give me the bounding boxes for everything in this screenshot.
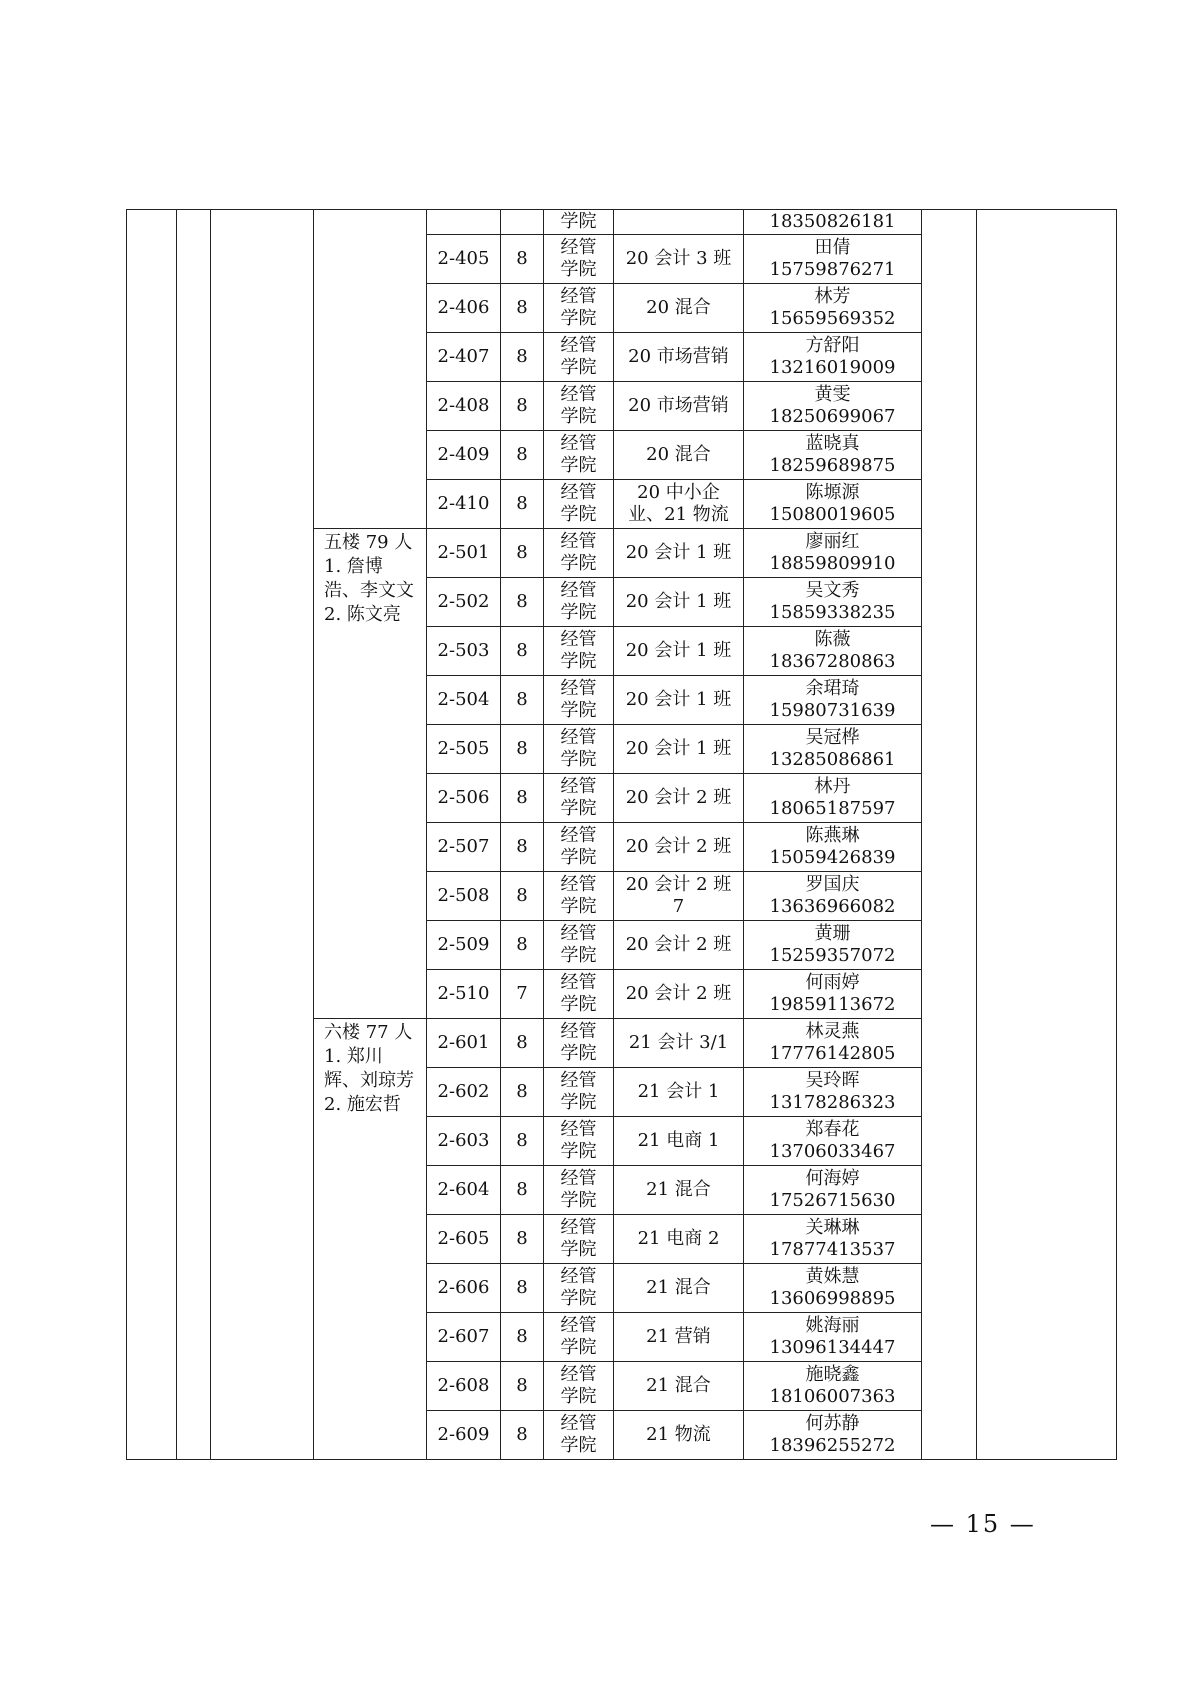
occupant-count: 8 (501, 823, 544, 872)
contact-cell (744, 823, 922, 872)
blank-col-1 (127, 210, 177, 1460)
floor-cell (314, 529, 427, 1019)
floor-line: 六楼 77 人 (324, 1022, 413, 1043)
contact-name: 蓝晓真 (805, 433, 860, 454)
college-line: 学院 (560, 847, 597, 868)
contact-cell (744, 1264, 922, 1313)
contact-name: 何苏静 (805, 1413, 860, 1434)
class-cell (614, 529, 744, 578)
contact-phone: 18350826181 (769, 211, 896, 232)
college-cell (544, 480, 614, 529)
college-line: 经管 (560, 727, 597, 748)
occupant-count: 8 (501, 333, 544, 382)
college-line: 经管 (560, 825, 597, 846)
college-line: 学院 (560, 1141, 597, 1162)
contact-phone: 15059426839 (769, 847, 896, 868)
contact-cell (744, 1166, 922, 1215)
contact-phone: 15759876271 (769, 259, 896, 280)
contact-name: 吴冠桦 (805, 727, 860, 748)
contact-phone: 18106007363 (769, 1386, 896, 1407)
college-line: 学院 (560, 455, 597, 476)
count-cell (501, 210, 544, 235)
contact-name: 施晓鑫 (805, 1364, 860, 1385)
class-line: 20 会计 1 班 (625, 640, 732, 661)
class-line: 20 会计 3 班 (625, 248, 732, 269)
contact-phone: 18259689875 (769, 455, 896, 476)
college-line: 学院 (560, 211, 597, 232)
room-cell (427, 210, 501, 235)
dorm-assignment-table (126, 209, 1117, 1460)
contact-name: 黄姝慧 (805, 1266, 860, 1287)
room-number: 2-606 (427, 1264, 501, 1313)
room-number: 2-405 (427, 235, 501, 284)
contact-phone: 13216019009 (769, 357, 896, 378)
table-row (127, 210, 1117, 235)
contact-phone: 18396255272 (769, 1435, 896, 1456)
college-cell (544, 284, 614, 333)
college-line: 经管 (560, 286, 597, 307)
college-cell (544, 210, 614, 235)
college-line: 经管 (560, 776, 597, 797)
college-cell (544, 823, 614, 872)
occupant-count: 8 (501, 676, 544, 725)
contact-cell (744, 1117, 922, 1166)
contact-phone: 15859338235 (769, 602, 896, 623)
college-cell (544, 1215, 614, 1264)
class-line: 21 电商 1 (637, 1130, 720, 1151)
contact-phone: 18250699067 (769, 406, 896, 427)
college-line: 经管 (560, 1119, 597, 1140)
class-line: 20 会计 2 班 (625, 787, 732, 808)
college-line: 经管 (560, 1364, 597, 1385)
college-cell (544, 872, 614, 921)
college-line: 经管 (560, 1217, 597, 1238)
class-cell (614, 970, 744, 1019)
class-line: 7 (672, 896, 685, 917)
room-number: 2-409 (427, 431, 501, 480)
occupant-count: 8 (501, 1117, 544, 1166)
college-cell (544, 1166, 614, 1215)
contact-phone: 15659569352 (769, 308, 896, 329)
contact-name: 黄珊 (814, 923, 851, 944)
room-number: 2-504 (427, 676, 501, 725)
room-number: 2-505 (427, 725, 501, 774)
college-line: 学院 (560, 1386, 597, 1407)
room-number: 2-601 (427, 1019, 501, 1068)
floor-line: 1. 郑川辉、刘琼芳 (324, 1046, 414, 1091)
contact-name: 林灵燕 (805, 1021, 860, 1042)
college-cell (544, 627, 614, 676)
occupant-count: 8 (501, 1362, 544, 1411)
room-number: 2-609 (427, 1411, 501, 1460)
floor-line: 五楼 79 人 (324, 532, 413, 553)
occupant-count: 8 (501, 431, 544, 480)
occupant-count: 8 (501, 872, 544, 921)
class-line: 20 会计 2 班 (625, 836, 732, 857)
college-line: 学院 (560, 1043, 597, 1064)
room-number: 2-605 (427, 1215, 501, 1264)
occupant-count: 8 (501, 1068, 544, 1117)
class-line: 21 混合 (646, 1277, 711, 1298)
contact-cell (744, 725, 922, 774)
college-line: 学院 (560, 1337, 597, 1358)
college-line: 学院 (560, 602, 597, 623)
contact-name: 陈薇 (814, 629, 851, 650)
room-number: 2-506 (427, 774, 501, 823)
college-line: 经管 (560, 384, 597, 405)
occupant-count: 8 (501, 1264, 544, 1313)
college-line: 经管 (560, 923, 597, 944)
class-cell (614, 872, 744, 921)
class-cell (614, 480, 744, 529)
college-line: 经管 (560, 1021, 597, 1042)
college-cell (544, 1411, 614, 1460)
contact-cell (744, 1362, 922, 1411)
contact-name: 林芳 (814, 286, 851, 307)
class-line: 21 物流 (646, 1424, 711, 1445)
contact-cell (744, 1019, 922, 1068)
contact-cell (744, 774, 922, 823)
college-line: 学院 (560, 1435, 597, 1456)
class-line: 21 电商 2 (637, 1228, 720, 1249)
class-cell (614, 431, 744, 480)
college-line: 经管 (560, 629, 597, 650)
college-cell (544, 774, 614, 823)
college-line: 学院 (560, 749, 597, 770)
contact-name: 吴玲晖 (805, 1070, 860, 1091)
contact-cell (744, 480, 922, 529)
class-line: 21 会计 3/1 (628, 1032, 729, 1053)
class-line: 20 市场营销 (628, 346, 729, 367)
class-line: 20 市场营销 (628, 395, 729, 416)
contact-cell (744, 284, 922, 333)
college-cell (544, 235, 614, 284)
college-line: 学院 (560, 1239, 597, 1260)
contact-cell (744, 676, 922, 725)
college-line: 经管 (560, 678, 597, 699)
class-cell (614, 1264, 744, 1313)
room-number: 2-410 (427, 480, 501, 529)
contact-cell (744, 333, 922, 382)
class-line: 20 会计 1 班 (625, 591, 732, 612)
class-cell (614, 1068, 744, 1117)
room-number: 2-602 (427, 1068, 501, 1117)
class-cell (614, 823, 744, 872)
occupant-count: 8 (501, 284, 544, 333)
class-cell (614, 921, 744, 970)
contact-name: 陈燕琳 (805, 825, 860, 846)
class-line: 20 会计 1 班 (625, 738, 732, 759)
college-line: 学院 (560, 259, 597, 280)
occupant-count: 8 (501, 1313, 544, 1362)
contact-name: 关琳琳 (805, 1217, 860, 1238)
college-line: 学院 (560, 798, 597, 819)
class-cell (614, 333, 744, 382)
blank-col-11 (977, 210, 1117, 1460)
class-cell (614, 235, 744, 284)
floor-cell (314, 210, 427, 529)
room-number: 2-502 (427, 578, 501, 627)
college-line: 经管 (560, 433, 597, 454)
contact-cell (744, 921, 922, 970)
contact-cell (744, 1215, 922, 1264)
college-cell (544, 1117, 614, 1166)
contact-cell (744, 627, 922, 676)
contact-phone: 18367280863 (769, 651, 896, 672)
occupant-count: 7 (501, 970, 544, 1019)
college-cell (544, 970, 614, 1019)
occupant-count: 8 (501, 235, 544, 284)
room-number: 2-509 (427, 921, 501, 970)
contact-phone: 13636966082 (769, 896, 896, 917)
room-number: 2-608 (427, 1362, 501, 1411)
class-line: 21 混合 (646, 1179, 711, 1200)
college-line: 经管 (560, 580, 597, 601)
college-cell (544, 921, 614, 970)
college-line: 经管 (560, 1168, 597, 1189)
college-line: 学院 (560, 700, 597, 721)
room-number: 2-508 (427, 872, 501, 921)
class-line: 业、21 物流 (628, 504, 729, 525)
college-line: 经管 (560, 1070, 597, 1091)
contact-name: 何雨婷 (805, 972, 860, 993)
college-line: 经管 (560, 972, 597, 993)
occupant-count: 8 (501, 1166, 544, 1215)
college-line: 经管 (560, 531, 597, 552)
class-line: 20 混合 (646, 297, 711, 318)
room-number: 2-607 (427, 1313, 501, 1362)
college-line: 学院 (560, 1190, 597, 1211)
contact-cell (744, 578, 922, 627)
contact-phone: 19859113672 (769, 994, 896, 1015)
contact-name: 陈塬源 (805, 482, 860, 503)
contact-cell (744, 1068, 922, 1117)
contact-phone: 15980731639 (769, 700, 896, 721)
contact-phone: 18859809910 (769, 553, 896, 574)
contact-phone: 18065187597 (769, 798, 896, 819)
blank-col-2 (177, 210, 211, 1460)
floor-line: 2. 陈文亮 (324, 604, 401, 625)
contact-phone: 13606998895 (769, 1288, 896, 1309)
college-cell (544, 382, 614, 431)
college-line: 学院 (560, 553, 597, 574)
class-cell (614, 676, 744, 725)
contact-phone: 15080019605 (769, 504, 896, 525)
class-cell (614, 627, 744, 676)
contact-phone: 17776142805 (769, 1043, 896, 1064)
contact-name: 罗国庆 (805, 874, 860, 895)
college-cell (544, 1362, 614, 1411)
class-cell (614, 725, 744, 774)
room-number: 2-503 (427, 627, 501, 676)
contact-name: 何海婷 (805, 1168, 860, 1189)
contact-name: 黄雯 (814, 384, 851, 405)
table-body (127, 210, 1117, 1460)
class-line: 21 营销 (646, 1326, 711, 1347)
class-cell (614, 1411, 744, 1460)
contact-name: 田倩 (814, 237, 851, 258)
college-cell (544, 529, 614, 578)
contact-cell (744, 529, 922, 578)
occupant-count: 8 (501, 578, 544, 627)
college-line: 学院 (560, 651, 597, 672)
room-number: 2-406 (427, 284, 501, 333)
college-cell (544, 1068, 614, 1117)
room-number: 2-510 (427, 970, 501, 1019)
college-line: 经管 (560, 1315, 597, 1336)
floor-line: 1. 詹博浩、李文文 (324, 556, 414, 601)
room-number: 2-507 (427, 823, 501, 872)
contact-cell (744, 1313, 922, 1362)
college-line: 经管 (560, 335, 597, 356)
college-line: 经管 (560, 482, 597, 503)
college-line: 经管 (560, 1413, 597, 1434)
college-cell (544, 1019, 614, 1068)
contact-phone: 13706033467 (769, 1141, 896, 1162)
page-number: — 15 — (930, 1510, 1036, 1538)
college-cell (544, 431, 614, 480)
room-number: 2-408 (427, 382, 501, 431)
occupant-count: 8 (501, 921, 544, 970)
contact-phone: 17526715630 (769, 1190, 896, 1211)
class-cell (614, 1117, 744, 1166)
contact-name: 吴文秀 (805, 580, 860, 601)
college-cell (544, 676, 614, 725)
class-line: 21 混合 (646, 1375, 711, 1396)
class-cell (614, 774, 744, 823)
college-cell (544, 333, 614, 382)
class-cell (614, 382, 744, 431)
college-line: 学院 (560, 896, 597, 917)
floor-line: 2. 施宏哲 (324, 1094, 401, 1115)
college-line: 学院 (560, 357, 597, 378)
contact-cell (744, 872, 922, 921)
college-line: 经管 (560, 1266, 597, 1287)
occupant-count: 8 (501, 627, 544, 676)
college-line: 学院 (560, 504, 597, 525)
contact-phone: 17877413537 (769, 1239, 896, 1260)
class-line: 21 会计 1 (637, 1081, 720, 1102)
class-line: 20 会计 1 班 (625, 689, 732, 710)
contact-name: 余珺琦 (805, 678, 860, 699)
college-line: 学院 (560, 1288, 597, 1309)
contact-cell (744, 431, 922, 480)
class-line: 20 会计 2 班 (625, 874, 732, 895)
occupant-count: 8 (501, 1411, 544, 1460)
class-cell (614, 1313, 744, 1362)
college-line: 学院 (560, 406, 597, 427)
occupant-count: 8 (501, 1019, 544, 1068)
occupant-count: 8 (501, 725, 544, 774)
class-line: 20 会计 2 班 (625, 934, 732, 955)
contact-cell (744, 1411, 922, 1460)
class-cell (614, 1215, 744, 1264)
class-cell (614, 284, 744, 333)
class-cell (614, 1362, 744, 1411)
occupant-count: 8 (501, 480, 544, 529)
college-line: 学院 (560, 1092, 597, 1113)
occupant-count: 8 (501, 1215, 544, 1264)
contact-name: 郑春花 (805, 1119, 860, 1140)
class-cell (614, 1019, 744, 1068)
class-cell (614, 578, 744, 627)
class-line: 20 会计 2 班 (625, 983, 732, 1004)
contact-phone: 15259357072 (769, 945, 896, 966)
college-cell (544, 578, 614, 627)
contact-phone: 13096134447 (769, 1337, 896, 1358)
contact-cell (744, 235, 922, 284)
college-cell (544, 1264, 614, 1313)
college-line: 经管 (560, 237, 597, 258)
occupant-count: 8 (501, 774, 544, 823)
occupant-count: 8 (501, 382, 544, 431)
room-number: 2-604 (427, 1166, 501, 1215)
floor-cell (314, 1019, 427, 1460)
room-number: 2-501 (427, 529, 501, 578)
blank-col-10 (922, 210, 977, 1460)
college-line: 学院 (560, 945, 597, 966)
class-line: 20 会计 1 班 (625, 542, 732, 563)
contact-phone: 13178286323 (769, 1092, 896, 1113)
room-number: 2-603 (427, 1117, 501, 1166)
contact-name: 林丹 (814, 776, 851, 797)
class-cell (614, 1166, 744, 1215)
class-line: 20 中小企 (637, 482, 720, 503)
class-cell (614, 210, 744, 235)
college-line: 学院 (560, 994, 597, 1015)
blank-col-3 (211, 210, 314, 1460)
room-number: 2-407 (427, 333, 501, 382)
contact-phone: 13285086861 (769, 749, 896, 770)
contact-name: 姚海丽 (805, 1315, 860, 1336)
contact-name: 方舒阳 (805, 335, 860, 356)
college-line: 学院 (560, 308, 597, 329)
college-line: 经管 (560, 874, 597, 895)
contact-cell (744, 210, 922, 235)
occupant-count: 8 (501, 529, 544, 578)
contact-name: 廖丽红 (805, 531, 860, 552)
contact-cell (744, 382, 922, 431)
college-cell (544, 1313, 614, 1362)
college-cell (544, 725, 614, 774)
contact-cell (744, 970, 922, 1019)
class-line: 20 混合 (646, 444, 711, 465)
